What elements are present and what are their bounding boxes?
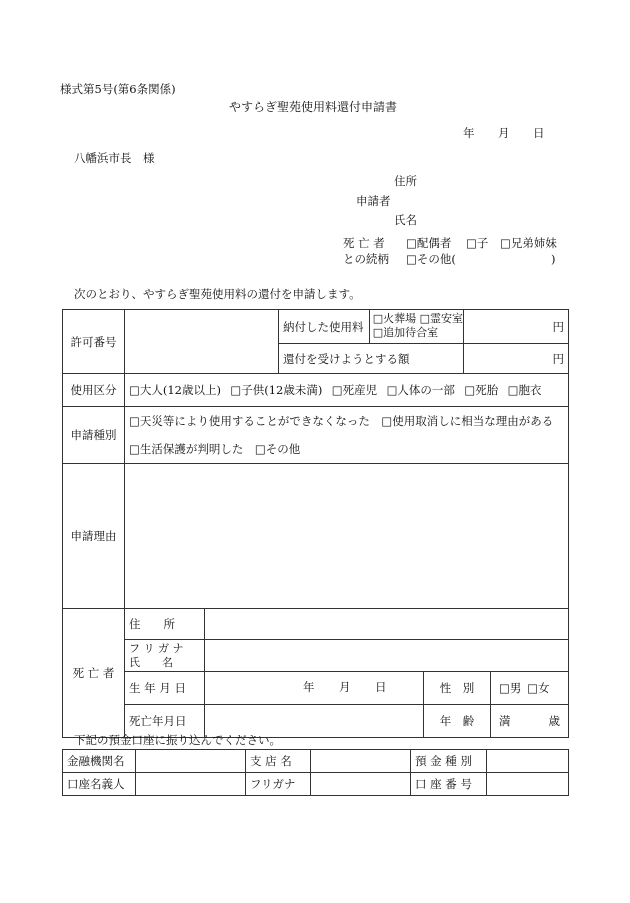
birth-sex-cell <box>205 672 569 705</box>
permit-number-field[interactable] <box>125 310 279 374</box>
bank-branch-field[interactable] <box>311 750 411 773</box>
relation-spouse-checkbox[interactable]: □配偶者 <box>406 236 452 250</box>
date-year-label: 年 <box>463 126 475 140</box>
reason-field[interactable] <box>125 464 569 609</box>
furigana-label: フ リ ガ ナ <box>129 641 184 655</box>
relation-label-2: との続柄 <box>343 252 389 266</box>
usage-child-checkbox[interactable]: □子供(12歳未満) <box>230 383 323 397</box>
age-unit-label: 歳 <box>548 714 560 728</box>
account-number-label: 口 座 番 号 <box>411 773 487 796</box>
form-title: やすらぎ聖苑使用料還付申請書 <box>229 100 398 114</box>
deceased-address-label: 住 所 <box>125 609 205 640</box>
birth-date-label: 生 年 月 日 <box>125 672 205 705</box>
sex-female-checkbox[interactable]: □女 <box>527 681 550 695</box>
account-number-field[interactable] <box>487 773 569 796</box>
sex-male-checkbox[interactable]: □男 <box>499 681 522 695</box>
facility-options <box>370 310 463 343</box>
relation-sibling-checkbox[interactable]: □兄弟姉妹 <box>500 236 557 250</box>
date-month-label: 月 <box>498 126 510 140</box>
deposit-type-field[interactable] <box>487 750 569 773</box>
paid-fee-cell <box>279 310 464 344</box>
age-full-label: 満 <box>499 714 511 728</box>
deposit-type-label: 預 金 種 別 <box>411 750 487 773</box>
usage-adult-checkbox[interactable]: □大人(12歳以上) <box>129 383 221 397</box>
sex-label: 性 別 <box>424 672 491 704</box>
relation-child-checkbox[interactable]: □子 <box>466 236 489 250</box>
intro-text: 次のとおり、やすらぎ聖苑使用料の還付を申請します。 <box>74 287 361 301</box>
account-holder-field[interactable] <box>136 773 246 796</box>
usage-category-label: 使用区分 <box>63 374 125 407</box>
birth-month-label: 月 <box>339 680 351 694</box>
name-label: 氏 名 <box>129 655 173 669</box>
refund-amount-label: 還付を受けようとする額 <box>279 344 464 374</box>
application-type-row-2[interactable]: □生活保護が判明した □その他 <box>129 442 301 456</box>
applicant-address-label: 住所 <box>394 174 417 188</box>
paid-fee-label: 納付した使用料 <box>279 310 370 343</box>
usage-placenta-checkbox[interactable]: □胞衣 <box>507 383 542 397</box>
application-type-label: 申請種別 <box>63 407 125 464</box>
age-field[interactable] <box>491 705 568 737</box>
age-label: 年 齢 <box>424 705 491 737</box>
facility-waiting-checkbox[interactable]: □追加待合室 <box>372 326 439 339</box>
deceased-label: 死 亡 者 <box>63 609 125 738</box>
deceased-name-label <box>125 640 205 672</box>
refund-amount-field[interactable] <box>464 344 569 374</box>
facility-crematorium-checkbox[interactable]: □火葬場 <box>372 312 417 325</box>
deceased-address-field[interactable] <box>205 609 569 640</box>
date-day-label: 日 <box>533 126 545 140</box>
bank-institution-label: 金融機関名 <box>63 750 136 773</box>
facility-mortuary-checkbox[interactable]: □霊安室 <box>419 312 463 325</box>
form-number: 様式第5号(第6条関係) <box>60 82 176 96</box>
death-date-label: 死亡年月日 <box>125 705 205 738</box>
addressee: 八幡浜市長 様 <box>74 151 155 165</box>
relation-other-checkbox[interactable]: □その他( <box>406 252 456 266</box>
birth-day-label: 日 <box>375 680 387 694</box>
applicant-label: 申請者 <box>356 194 391 208</box>
bank-table <box>62 749 569 796</box>
application-table <box>62 309 569 738</box>
usage-body-part-checkbox[interactable]: □人体の一部 <box>386 383 455 397</box>
paid-fee-amount-field[interactable] <box>464 310 569 344</box>
relation-other-close: ) <box>551 252 556 266</box>
bank-institution-field[interactable] <box>136 750 246 773</box>
birth-year-label: 年 <box>303 680 315 694</box>
birth-date-field[interactable] <box>205 672 424 704</box>
usage-category-options <box>125 374 569 407</box>
applicant-name-label: 氏名 <box>394 213 417 227</box>
bank-note: 下記の預金口座に振り込んでください。 <box>74 733 281 747</box>
usage-stillborn-checkbox[interactable]: □死産児 <box>331 383 378 397</box>
reason-label: 申請理由 <box>63 464 125 609</box>
bank-branch-label: 支 店 名 <box>246 750 311 773</box>
application-type-row-1[interactable]: □天災等により使用することができなくなった □使用取消しに相当な理由がある <box>129 414 554 428</box>
yen-unit-2: 円 <box>552 351 564 366</box>
permit-number-label: 許可番号 <box>63 310 125 374</box>
yen-unit: 円 <box>552 319 564 334</box>
relation-label-1: 死 亡 者 <box>343 236 385 250</box>
application-type-options[interactable] <box>125 407 569 464</box>
usage-fetus-checkbox[interactable]: □死胎 <box>464 383 499 397</box>
account-furigana-field[interactable] <box>311 773 411 796</box>
deceased-name-field[interactable] <box>205 640 569 672</box>
account-furigana-label: フリガナ <box>246 773 311 796</box>
sex-options <box>491 672 550 704</box>
account-holder-label: 口座名義人 <box>63 773 136 796</box>
